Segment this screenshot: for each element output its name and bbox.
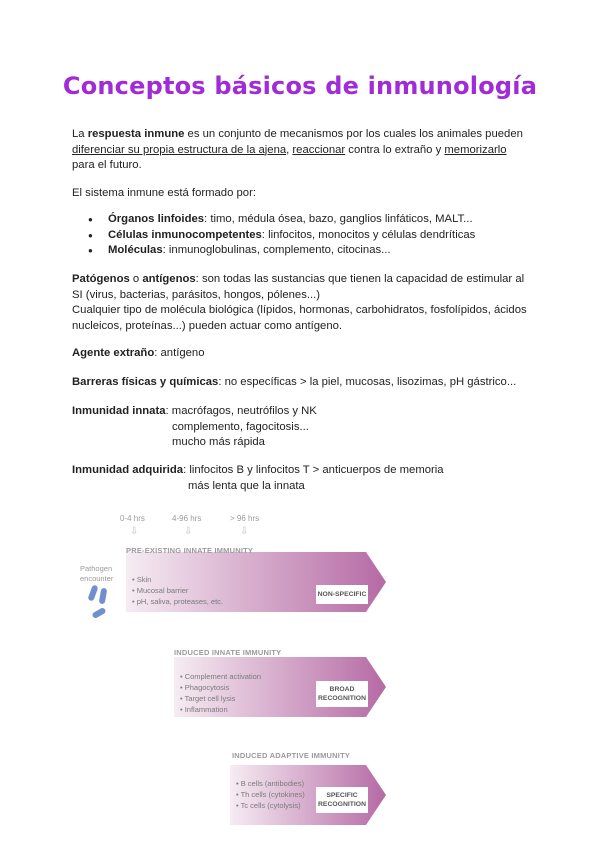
pathogen-label: Pathogen encounter [80,564,114,583]
intro-text: La [72,128,88,140]
band-bullets: • Complement activation • Phagocytosis • Target cell lysis • Inflammation [180,672,262,714]
list-item: ● Moléculas: inmunoglobulinas, complemento, citocinas... [72,243,475,259]
time-label: 0-4 hrs [120,514,145,523]
band-title: INDUCED INNATE IMMUNITY [174,648,282,657]
term-respuesta-inmune: respuesta inmune [87,128,185,140]
intro-paragraph [72,127,528,174]
band-bullets: • Skin • Mucosal barrier • pH, saliva, proteases, etc. [132,575,224,606]
agent-line: Agente extraño: antígeno [72,347,205,359]
underlined-phrase: reaccionar [292,143,346,156]
pathogens-paragraph: Patógenos o antígenos: son todas las sustancias que tienen la capacidad de estimular al SI (virus, bacterias, parásitos, hongos, pólenes...) Cualquier tipo de molécula biológica (lípidos, hormonas, carbohidratos, fosfolípidos, ácidos nucleicos, proteínas...) pueden actuar como antígeno. [72,273,527,332]
down-arrow-icon: ⇩ [130,526,139,537]
page-title: Conceptos básicos de inmunología [62,72,538,100]
time-label: > 96 hrs [230,514,260,523]
down-arrow-icon: ⇩ [184,526,193,537]
underlined-phrase: diferenciar su propia estructura de la ajena [72,143,287,156]
list-item: ● Células inmunocompetentes: linfocitos, monocitos y células dendríticas [72,228,475,244]
underlined-phrase: memorizarlo [444,143,507,156]
barriers-line: Barreras físicas y químicas: no específicas > la piel, mucosas, lisozimas, pH gástrico... [72,376,517,388]
acquired-block: Inmunidad adquirida: linfocitos B y linfocitos T > anticuerpos de memoria más lenta que la innata [72,464,444,492]
band-title: PRE-EXISTING INNATE IMMUNITY [126,546,254,555]
box-label: NON-SPECIFIC [317,591,367,598]
list-item: ● Órganos linfoides: timo, médula ósea, bazo, ganglios linfáticos, MALT... [72,212,475,228]
box-label: BROAD RECOGNITION [318,686,366,702]
box-label: SPECIFIC RECOGNITION [318,792,366,808]
band-title: INDUCED ADAPTIVE IMMUNITY [232,751,351,760]
innate-block: Inmunidad innata: macrófagos, neutrófilos y NK complemento, fagocitosis... mucho más rápida [72,405,317,448]
intro-text: contra lo extraño y [345,143,445,156]
system-lead: El sistema inmune está formado por: [72,187,256,199]
time-label: 4-96 hrs [172,514,202,523]
pathogen-icon [87,584,107,619]
down-arrow-icon: ⇩ [240,526,249,537]
immunity-timeline-figure [80,508,410,843]
intro-text: , [286,143,293,156]
intro-text: para el futuro. [72,159,142,171]
intro-text: es un conjunto de mecanismos por los cuales los animales pueden [184,128,523,140]
system-list [72,212,475,259]
band-bullets: • B cells (antibodies) • Th cells (cytokines) • Tc cells (cytolysis) [236,779,305,810]
